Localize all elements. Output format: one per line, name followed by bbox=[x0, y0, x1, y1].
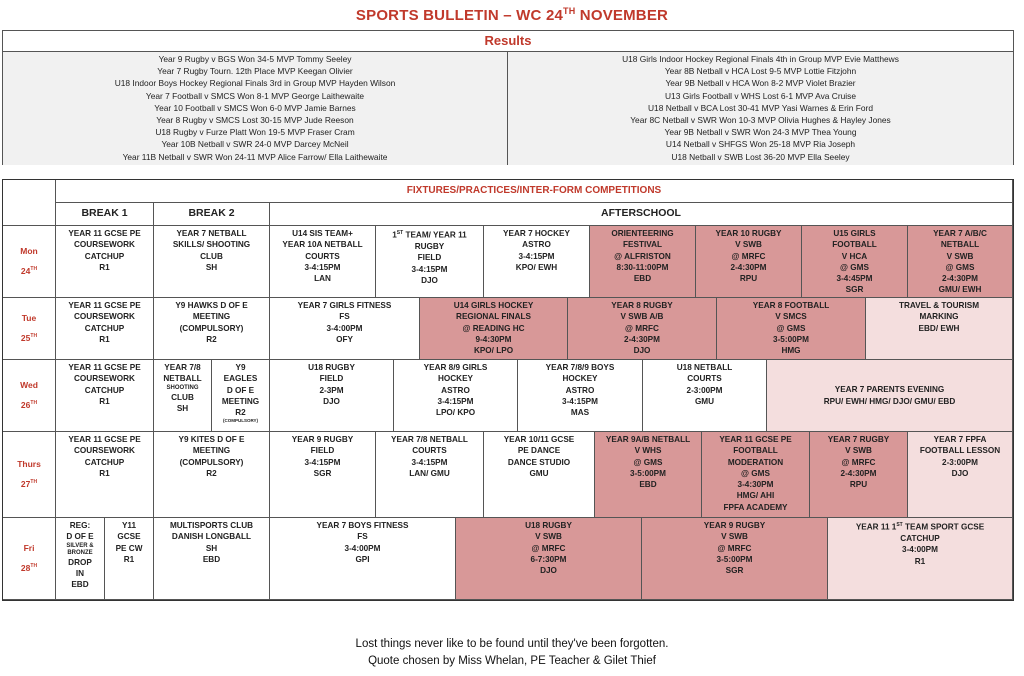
results-heading: Results bbox=[3, 31, 1013, 52]
corner-cell bbox=[3, 180, 56, 226]
day-wednesday: Wed 26TH bbox=[3, 360, 56, 432]
quote-text: Lost things never like to be found until they've been forgotten. bbox=[355, 638, 669, 650]
footer-quote bbox=[0, 636, 1024, 670]
result-line: Year 8C Netball v SWR Won 10-3 MVP Olivia Hughes & Hayley Jones bbox=[630, 114, 891, 125]
result-line: Year 7 Football v SMCS Won 8-1 MVP George Laithewaite bbox=[145, 90, 365, 101]
column-afterschool: AFTERSCHOOL bbox=[270, 203, 1013, 226]
fri-after-1: YEAR 7 BOYS FITNESS FS 3-4:00PM GPI bbox=[270, 518, 456, 600]
bulletin-title: SPORTS BULLETIN – WC 24TH NOVEMBER bbox=[355, 6, 669, 24]
thu-after-3: YEAR 10/11 GCSE PE DANCE DANCE STUDIO GMU bbox=[484, 432, 595, 518]
result-line: U13 Girls Football v WHS Lost 6-1 MVP Ava Cruise bbox=[665, 90, 856, 101]
day-friday: Fri 28TH bbox=[3, 518, 56, 600]
mon-break1: YEAR 11 GCSE PE COURSEWORK CATCHUP R1 bbox=[56, 226, 154, 298]
thu-after-2: YEAR 7/8 NETBALL COURTS 3-4:15PM LAN/ GMU bbox=[376, 432, 484, 518]
mon-after-7: YEAR 7 A/B/C NETBALL V SWB @ GMS 2-4:30PM GMU/ EWH bbox=[908, 226, 1013, 298]
thu-after-5: YEAR 11 GCSE PE FOOTBALL MODERATION @ GMS 3-4:30PM HMG/ AHI FPFA ACADEMY bbox=[702, 432, 810, 518]
wed-after-1: U18 RUGBY FIELD 2-3PM DJO bbox=[270, 360, 394, 432]
tue-break1: YEAR 11 GCSE PE COURSEWORK CATCHUP R1 bbox=[56, 298, 154, 360]
mon-after-2: 1ST TEAM/ YEAR 11 RUGBY FIELD 3-4:15PM DJO bbox=[376, 226, 484, 298]
results-right-column bbox=[508, 52, 1013, 165]
result-line: U18 Rugby v Furze Platt Won 19-5 MVP Fraser Cram bbox=[155, 127, 355, 138]
day-thursday: Thurs 27TH bbox=[3, 432, 56, 518]
result-line: Year 8B Netball v HCA Lost 9-5 MVP Lottie Fitzjohn bbox=[664, 66, 857, 77]
result-line: Year 9B Netball v SWR Won 24-3 MVP Thea Young bbox=[664, 127, 857, 138]
column-break2: BREAK 2 bbox=[154, 203, 270, 226]
quote-credit: Quote chosen by Miss Whelan, PE Teacher & Gilet Thief bbox=[368, 655, 656, 667]
tue-after-4: YEAR 8 FOOTBALL V SMCS @ GMS 3-5:00PM HMG bbox=[717, 298, 866, 360]
column-break1: BREAK 1 bbox=[56, 203, 154, 226]
mon-after-1: U14 SIS TEAM+ YEAR 10A NETBALL COURTS 3-4:15PM LAN bbox=[270, 226, 376, 298]
result-line: U18 Netball v SWB Lost 36-20 MVP Ella Seeley bbox=[671, 151, 850, 162]
wed-after-4: U18 NETBALL COURTS 2-3:00PM GMU bbox=[643, 360, 767, 432]
wed-break2-a: YEAR 7/8 NETBALL SHOOTING CLUB SH bbox=[154, 360, 212, 432]
tue-break2: Y9 HAWKS D OF E MEETING (COMPULSORY) R2 bbox=[154, 298, 270, 360]
result-line: Year 8 Rugby v SMCS Lost 30-15 MVP Jude Reeson bbox=[156, 114, 354, 125]
tue-after-5: TRAVEL & TOURISM MARKING EBD/ EWH bbox=[866, 298, 1013, 360]
tue-after-3: YEAR 8 RUGBY V SWB A/B @ MRFC 2-4:30PM DJO bbox=[568, 298, 717, 360]
results-left-column bbox=[3, 52, 508, 165]
mon-after-3: YEAR 7 HOCKEY ASTRO 3-4:15PM KPO/ EWH bbox=[484, 226, 590, 298]
fri-break2: MULTISPORTS CLUB DANISH LONGBALL SH EBD bbox=[154, 518, 270, 600]
mon-after-4: ORIENTEERING FESTIVAL @ ALFRISTON 8:30-11:00PM EBD bbox=[590, 226, 696, 298]
fri-break1-b: Y11 GCSE PE CW R1 bbox=[105, 518, 154, 600]
wed-after-2: YEAR 8/9 GIRLS HOCKEY ASTRO 3-4:15PM LPO/ KPO bbox=[394, 360, 518, 432]
thu-break2: Y9 KITES D OF E MEETING (COMPULSORY) R2 bbox=[154, 432, 270, 518]
results-table bbox=[2, 30, 1014, 165]
fixtures-table bbox=[2, 179, 1014, 601]
result-line: U18 Netball v BCA Lost 30-41 MVP Yasi Warnes & Erin Ford bbox=[648, 102, 873, 113]
result-line: Year 9B Netball v HCA Won 8-2 MVP Violet Brazier bbox=[665, 78, 856, 89]
wed-after-3: YEAR 7/8/9 BOYS HOCKEY ASTRO 3-4:15PM MAS bbox=[518, 360, 643, 432]
mon-after-6: U15 GIRLS FOOTBALL V HCA @ GMS 3-4:45PM SGR bbox=[802, 226, 908, 298]
result-line: Year 10 Football v SMCS Won 6-0 MVP Jamie Barnes bbox=[154, 102, 356, 113]
fri-after-2: U18 RUGBY V SWB @ MRFC 6-7:30PM DJO bbox=[456, 518, 642, 600]
wed-break2-b: Y9 EAGLES D OF E MEETING R2 (COMPULSORY) bbox=[212, 360, 270, 432]
wed-break1: YEAR 11 GCSE PE COURSEWORK CATCHUP R1 bbox=[56, 360, 154, 432]
day-monday: Mon 24TH bbox=[3, 226, 56, 298]
thu-after-6: YEAR 7 RUGBY V SWB @ MRFC 2-4:30PM RPU bbox=[810, 432, 908, 518]
result-line: Year 10B Netball v SWR 24-0 MVP Darcey McNeil bbox=[161, 139, 349, 150]
fri-after-3: YEAR 9 RUGBY V SWB @ MRFC 3-5:00PM SGR bbox=[642, 518, 828, 600]
result-line: Year 11B Netball v SWR Won 24-11 MVP Alice Farrow/ Ella Laithewaite bbox=[122, 151, 388, 162]
wed-after-5: YEAR 7 PARENTS EVENING RPU/ EWH/ HMG/ DJO/ GMU/ EBD bbox=[767, 360, 1013, 432]
fixtures-heading: FIXTURES/PRACTICES/INTER-FORM COMPETITIONS bbox=[56, 180, 1013, 203]
tue-after-2: U14 GIRLS HOCKEY REGIONAL FINALS @ READING HC 9-4:30PM KPO/ LPO bbox=[420, 298, 568, 360]
result-line: U14 Netball v SHFGS Won 25-18 MVP Ria Joseph bbox=[665, 139, 856, 150]
fri-break1-a: REG: D OF E SILVER & BRONZE DROP IN EBD bbox=[56, 518, 105, 600]
mon-break2: YEAR 7 NETBALL SKILLS/ SHOOTING CLUB SH bbox=[154, 226, 270, 298]
result-line: U18 Girls Indoor Hockey Regional Finals 4th in Group MVP Evie Matthews bbox=[622, 54, 899, 64]
thu-break1: YEAR 11 GCSE PE COURSEWORK CATCHUP R1 bbox=[56, 432, 154, 518]
thu-after-1: YEAR 9 RUGBY FIELD 3-4:15PM SGR bbox=[270, 432, 376, 518]
tue-after-1: YEAR 7 GIRLS FITNESS FS 3-4:00PM OFY bbox=[270, 298, 420, 360]
day-tuesday: Tue 25TH bbox=[3, 298, 56, 360]
result-line: U18 Indoor Boys Hockey Regional Finals 3rd in Group MVP Hayden Wilson bbox=[114, 78, 396, 89]
thu-after-7: YEAR 7 FPFA FOOTBALL LESSON 2-3:00PM DJO bbox=[908, 432, 1013, 518]
mon-after-5: YEAR 10 RUGBY V SWB @ MRFC 2-4:30PM RPU bbox=[696, 226, 802, 298]
result-line: Year 9 Rugby v BGS Won 34-5 MVP Tommy Seeley bbox=[158, 54, 352, 64]
result-line: Year 7 Rugby Tourn. 12th Place MVP Keegan Olivier bbox=[157, 66, 353, 77]
fri-after-4: YEAR 11 1ST TEAM SPORT GCSE CATCHUP 3-4:00PM R1 bbox=[828, 518, 1013, 600]
thu-after-4: YEAR 9A/B NETBALL V WHS @ GMS 3-5:00PM EBD bbox=[595, 432, 702, 518]
